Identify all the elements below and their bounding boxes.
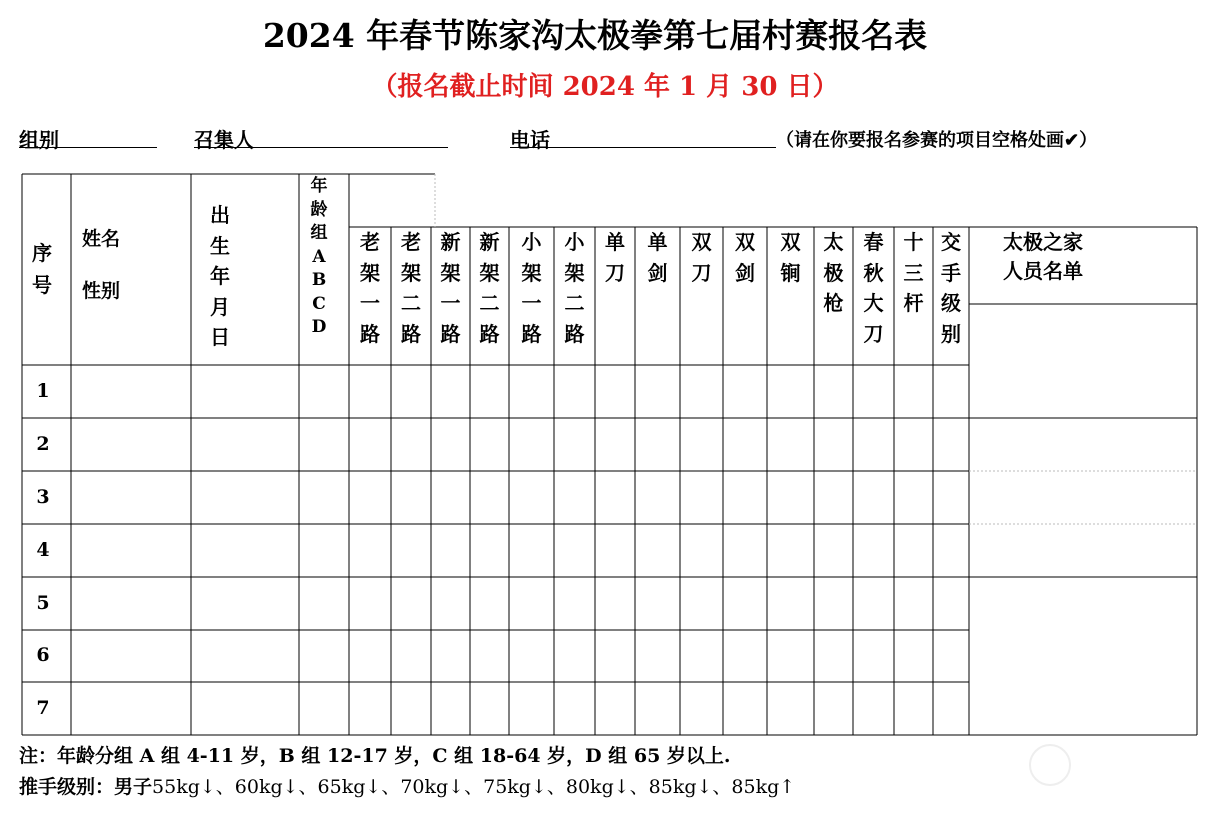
table-cell[interactable] [636, 472, 679, 523]
event-header-13 [853, 227, 894, 349]
deadline-subtitle: （报名截止时间 2024 年 1 月 30 日） [371, 72, 839, 102]
row-number: 1 [36, 379, 50, 402]
table-cell[interactable] [636, 419, 679, 470]
table-cell[interactable] [895, 525, 932, 576]
table-cell[interactable] [681, 472, 722, 523]
table-cell[interactable] [681, 525, 722, 576]
event-header-char: 太 [823, 230, 844, 254]
row-number: 4 [36, 538, 50, 561]
event-header-4 [470, 227, 509, 349]
table-cell[interactable] [815, 683, 852, 734]
table-cell[interactable] [471, 366, 508, 417]
event-header-char: 路 [564, 321, 585, 346]
event-header-char: 双 [691, 230, 712, 254]
table-cell[interactable] [300, 472, 348, 523]
event-header-2 [391, 227, 431, 349]
header-house-line1: 太极之家 [1003, 230, 1083, 254]
table-cell[interactable] [471, 525, 508, 576]
form-title: 2024 年春节陈家沟太极拳第七届村赛报名表 [262, 16, 928, 55]
header-seq: 序 号 [32, 241, 52, 297]
table-cell[interactable] [596, 578, 634, 629]
event-header-char: 双 [735, 230, 755, 254]
table-cell[interactable] [934, 525, 968, 576]
group-field[interactable] [19, 147, 157, 148]
event-header-char: 别 [941, 321, 961, 346]
table-cell[interactable] [768, 683, 813, 734]
table-cell[interactable] [471, 419, 508, 470]
table-cell[interactable] [724, 525, 766, 576]
table-cell[interactable] [854, 578, 893, 629]
event-header-char: 刀 [691, 260, 712, 285]
table-cell[interactable] [300, 683, 348, 734]
table-cell[interactable] [192, 631, 298, 681]
table-cell[interactable] [724, 631, 766, 681]
table-cell[interactable] [681, 366, 722, 417]
event-header-7 [595, 227, 635, 288]
row-number: 6 [36, 644, 50, 666]
table-cell[interactable] [815, 472, 852, 523]
table-cell[interactable] [636, 578, 679, 629]
event-header-char: 架 [521, 260, 542, 285]
phone-field[interactable] [510, 147, 776, 148]
table-cell[interactable] [300, 578, 348, 629]
event-header-char: 级 [941, 291, 961, 315]
table-cell[interactable] [681, 683, 722, 734]
event-header-char: 架 [440, 260, 461, 285]
event-header-3 [431, 227, 470, 349]
event-header-9 [680, 227, 723, 288]
event-header-char: 一 [440, 291, 461, 315]
table-cell[interactable] [392, 683, 430, 734]
table-cell[interactable] [555, 366, 594, 417]
table-cell[interactable] [768, 366, 813, 417]
convener-label: 召集人 [194, 128, 254, 152]
table-cell[interactable] [636, 366, 679, 417]
table-cell[interactable] [300, 419, 348, 470]
event-header-char: 单 [605, 230, 625, 254]
event-header-char: 老 [360, 230, 380, 254]
age-group-note: 注：年龄分组 A 组 4-11 岁，B 组 12-17 岁，C 组 18-64 岁，D 组 65 岁以上. [19, 745, 731, 767]
event-header-14 [894, 227, 933, 319]
table-cell[interactable] [636, 525, 679, 576]
event-header-1 [349, 227, 391, 349]
header-age-group: 年 龄 组 A B C D [310, 176, 328, 337]
table-cell[interactable] [596, 366, 634, 417]
table-cell[interactable] [724, 366, 766, 417]
table-cell[interactable] [768, 419, 813, 470]
table-cell[interactable] [350, 683, 390, 734]
table-cell[interactable] [432, 578, 469, 629]
event-header-6 [554, 227, 595, 349]
table-cell[interactable] [392, 578, 430, 629]
event-header-11 [767, 227, 814, 288]
event-header-char: 极 [823, 260, 844, 285]
event-header-5 [509, 227, 554, 349]
event-header-char: 双 [780, 230, 801, 254]
phone-label: 电话 [510, 128, 550, 152]
table-cell[interactable] [72, 525, 190, 576]
event-header-char: 路 [440, 321, 461, 346]
table-cell[interactable] [555, 578, 594, 629]
table-cell[interactable] [854, 525, 893, 576]
table-cell[interactable] [681, 631, 722, 681]
table-cell[interactable] [681, 419, 722, 470]
event-header-char: 老 [401, 230, 421, 254]
table-cell[interactable] [596, 631, 634, 681]
header-name: 姓名 [82, 228, 121, 250]
table-cell[interactable] [934, 472, 968, 523]
table-cell[interactable] [636, 683, 679, 734]
table-cell[interactable] [555, 631, 594, 681]
event-header-char: 刀 [863, 321, 884, 346]
event-header-char: 手 [941, 260, 961, 285]
table-cell[interactable] [854, 472, 893, 523]
table-cell[interactable] [768, 472, 813, 523]
table-cell[interactable] [555, 683, 594, 734]
table-cell[interactable] [724, 578, 766, 629]
table-cell[interactable] [392, 366, 430, 417]
table-cell[interactable] [300, 525, 348, 576]
event-header-char: 路 [479, 321, 500, 346]
event-header-char: 枪 [823, 291, 844, 315]
table-cell[interactable] [815, 419, 852, 470]
table-cell[interactable] [596, 683, 634, 734]
convener-field[interactable] [194, 147, 448, 148]
event-header-12 [814, 227, 853, 319]
event-header-char: 大 [863, 291, 884, 315]
table-cell[interactable] [596, 419, 634, 470]
table-cell[interactable] [895, 419, 932, 470]
table-cell[interactable] [934, 419, 968, 470]
event-header-char: 锏 [780, 260, 801, 285]
event-header-char: 新 [440, 230, 461, 254]
table-cell[interactable] [895, 366, 932, 417]
push-hands-levels: 55kg↓、60kg↓、65kg↓、70kg↓、75kg↓、80kg↓、85kg↓、85kg↑ [152, 776, 796, 798]
table-cell[interactable] [192, 472, 298, 523]
table-cell[interactable] [768, 578, 813, 629]
table-cell[interactable] [555, 472, 594, 523]
table-cell[interactable] [72, 419, 190, 470]
table-cell[interactable] [350, 419, 390, 470]
table-cell[interactable] [895, 472, 932, 523]
event-header-char: 刀 [605, 260, 625, 285]
table-cell[interactable] [854, 631, 893, 681]
table-cell[interactable] [934, 683, 968, 734]
event-header-char: 架 [401, 260, 421, 285]
table-cell[interactable] [300, 366, 348, 417]
event-header-char: 秋 [863, 260, 884, 285]
table-cell[interactable] [432, 525, 469, 576]
table-cell[interactable] [815, 525, 852, 576]
event-header-char: 架 [360, 260, 380, 285]
event-header-char: 剑 [647, 260, 668, 285]
event-header-char: 春 [863, 230, 884, 254]
table-cell[interactable] [72, 366, 190, 417]
event-header-char: 一 [360, 291, 380, 315]
table-cell[interactable] [934, 578, 968, 629]
table-cell[interactable] [392, 419, 430, 470]
event-header-char: 二 [401, 291, 421, 315]
table-cell[interactable] [555, 419, 594, 470]
table-cell[interactable] [432, 366, 469, 417]
event-header-10 [723, 227, 767, 288]
event-header-char: 剑 [735, 260, 755, 285]
table-cell[interactable] [350, 525, 390, 576]
instruction-text: （请在你要报名参赛的项目空格处画✔） [776, 130, 1098, 151]
event-header-char: 架 [479, 260, 500, 285]
table-cell[interactable] [72, 578, 190, 629]
event-header-char: 十 [903, 230, 924, 254]
table-cell[interactable] [510, 472, 553, 523]
table-cell[interactable] [724, 683, 766, 734]
table-cell[interactable] [768, 631, 813, 681]
table-cell[interactable] [192, 578, 298, 629]
table-cell[interactable] [510, 419, 553, 470]
table-cell[interactable] [724, 419, 766, 470]
header-gender: 性别 [82, 280, 121, 302]
table-cell[interactable] [72, 683, 190, 734]
table-cell[interactable] [724, 472, 766, 523]
table-cell[interactable] [815, 631, 852, 681]
table-cell[interactable] [555, 525, 594, 576]
header-birth-date: 出 生 年 月 日 [210, 203, 230, 349]
event-header-char: 架 [564, 260, 585, 285]
event-header-char: 一 [521, 291, 542, 315]
table-cell[interactable] [432, 472, 469, 523]
table-cell[interactable] [815, 578, 852, 629]
event-header-char: 新 [479, 230, 500, 254]
event-header-char: 单 [647, 230, 668, 254]
table-cell[interactable] [471, 472, 508, 523]
table-cell[interactable] [392, 631, 430, 681]
table-cell[interactable] [895, 683, 932, 734]
table-cell[interactable] [192, 366, 298, 417]
header-house-line2: 人员名单 [1003, 259, 1083, 283]
event-header-char: 小 [521, 230, 542, 254]
table-cell[interactable] [192, 419, 298, 470]
table-cell[interactable] [934, 366, 968, 417]
event-header-char: 二 [564, 291, 585, 315]
table-cell[interactable] [815, 366, 852, 417]
table-cell[interactable] [681, 578, 722, 629]
event-header-char: 二 [479, 291, 500, 315]
event-header-char: 路 [360, 321, 380, 346]
table-cell[interactable] [854, 683, 893, 734]
table-cell[interactable] [596, 472, 634, 523]
table-cell[interactable] [636, 631, 679, 681]
table-cell[interactable] [854, 419, 893, 470]
table-cell[interactable] [895, 631, 932, 681]
table-cell[interactable] [192, 683, 298, 734]
table-cell[interactable] [510, 683, 553, 734]
table-cell[interactable] [854, 366, 893, 417]
table-cell[interactable] [432, 419, 469, 470]
table-cell[interactable] [471, 683, 508, 734]
table-cell[interactable] [72, 472, 190, 523]
table-cell[interactable] [432, 631, 469, 681]
table-cell[interactable] [510, 525, 553, 576]
table-cell[interactable] [471, 578, 508, 629]
table-cell[interactable] [350, 631, 390, 681]
table-cell[interactable] [432, 683, 469, 734]
event-header-char: 小 [564, 230, 585, 254]
event-header-char: 三 [903, 260, 924, 285]
event-header-char: 路 [521, 321, 542, 346]
event-header-char: 路 [401, 321, 421, 346]
row-number: 2 [36, 432, 50, 455]
table-cell[interactable] [510, 578, 553, 629]
event-header-15 [933, 227, 969, 349]
table-cell[interactable] [392, 525, 430, 576]
row-number: 7 [36, 696, 50, 719]
table-cell[interactable] [350, 578, 390, 629]
table-cell[interactable] [72, 631, 190, 681]
table-cell[interactable] [350, 366, 390, 417]
table-cell[interactable] [300, 631, 348, 681]
row-number: 5 [36, 591, 50, 614]
row-number: 3 [36, 485, 50, 508]
event-header-8 [635, 227, 680, 288]
table-cell[interactable] [350, 472, 390, 523]
table-cell[interactable] [768, 525, 813, 576]
event-header-char: 交 [941, 230, 961, 254]
table-cell[interactable] [934, 631, 968, 681]
table-cell[interactable] [392, 472, 430, 523]
table-cell[interactable] [510, 366, 553, 417]
event-header-char: 杆 [903, 291, 924, 315]
push-hands-note [19, 772, 795, 799]
table-cell[interactable] [510, 631, 553, 681]
table-cell[interactable] [895, 578, 932, 629]
table-cell[interactable] [471, 631, 508, 681]
table-cell[interactable] [596, 525, 634, 576]
push-hands-prefix: 推手级别：男子 [19, 776, 153, 798]
table-cell[interactable] [192, 525, 298, 576]
group-label: 组别 [19, 128, 59, 152]
